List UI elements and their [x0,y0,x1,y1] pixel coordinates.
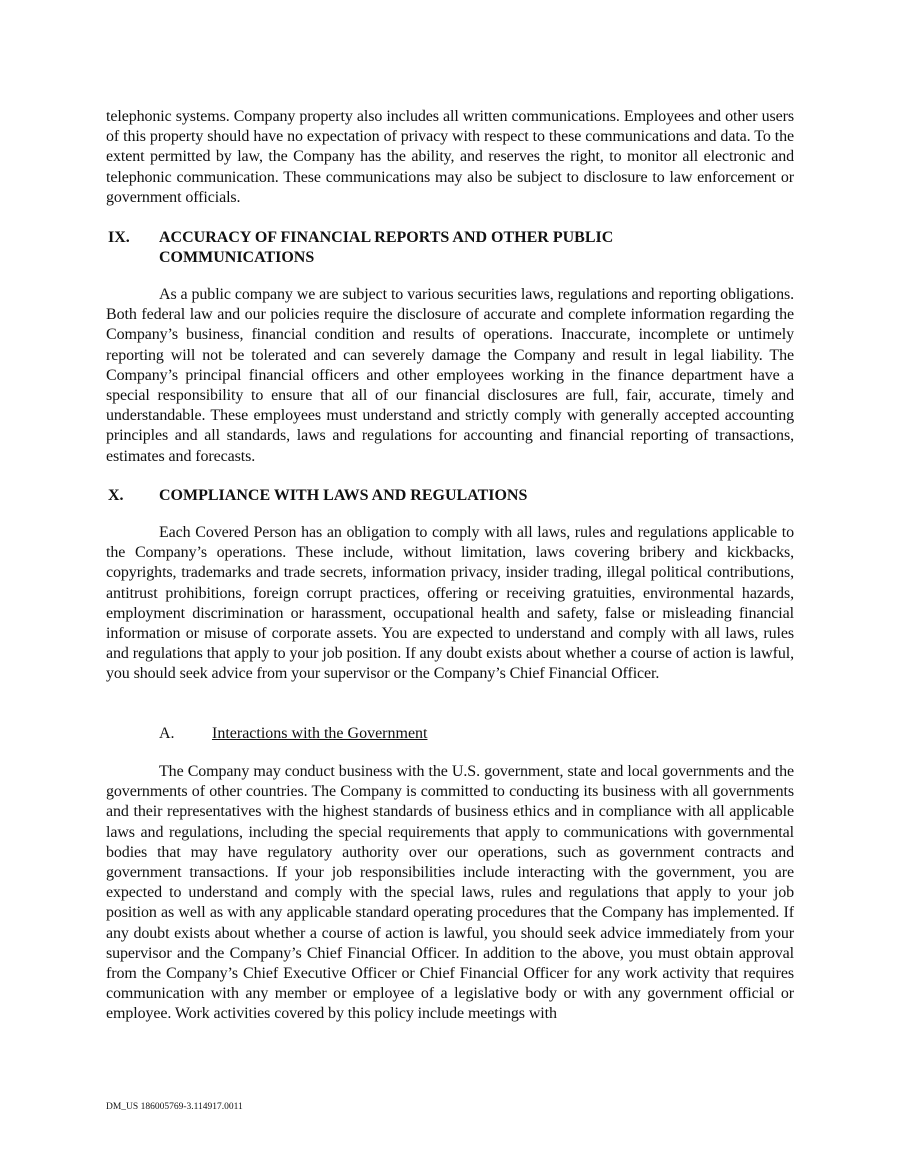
section-ix-number: IX. [108,229,130,246]
subsection-a-letter: A. [159,725,175,742]
section-x-heading [108,486,768,506]
subsection-a-body: The Company may conduct business with the U.S. government, state and local governments and the governments of other countries. The Company is committed to conducting its business with all governments and their representatives with the highest standards of business ethics and in compliance with all applicable laws and regulations, including the special requirements that apply to communications with governmental bodies that may have regulatory authority over our operations, such as government contracts and government transactions. If your job responsibilities include interacting with the government, you are expected to understand and comply with the special laws, rules and regulations that apply to your job position as well as with any applicable standard operating procedures that the Company has implemented. If any doubt exists about whether a course of action is lawful, you should seek advice immediately from your supervisor and the Company’s Chief Financial Officer. In addition to the above, you must obtain approval from the Company’s Chief Executive Officer or Chief Financial Officer for any work activity that requires communication with any member or employee of a legislative body or with any government official or employee. Work activities covered by this policy include meetings with [106,763,794,1023]
subsection-a-heading [159,724,428,744]
footer-document-id: DM_US 186005769-3.114917.0011 [106,1102,243,1112]
subsection-a-title: Interactions with the Government [212,725,428,742]
section-x-body: Each Covered Person has an obligation to comply with all laws, rules and regulations applicable to the Company’s operations. These include, without limitation, laws covering bribery and kickbacks, copyrights, trademarks and trade secrets, information privacy, insider trading, illegal political contributions, antitrust prohibitions, foreign corrupt practices, offering or receiving gratuities, environmental hazards, employment discrimination or harassment, occupational health and safety, false or misleading financial information or misuse of corporate assets. You are expected to understand and comply with all laws, rules and regulations that apply to your job position. If any doubt exists about whether a course of action is lawful, you should seek advice from your supervisor or the Company’s Chief Financial Officer. [106,524,794,683]
section-x-title: COMPLIANCE WITH LAWS AND REGULATIONS [159,487,528,504]
section-x-number: X. [108,487,124,504]
section-ix-heading [108,228,768,268]
section-ix-title: ACCURACY OF FINANCIAL REPORTS AND OTHER PUBLIC COMMUNICATIONS [159,229,614,267]
continuation-paragraph: telephonic systems. Company property also includes all written communications. Employees and other users of this property should have no expectation of privacy with respect to these communications and data. To the extent permitted by law, the Company has the ability, and reserves the right, to monitor all electronic and telephonic communication. These communications may also be subject to disclosure to law enforcement or government officials. [106,108,794,206]
section-ix-body: As a public company we are subject to various securities laws, regulations and reporting obligations. Both federal law and our policies require the disclosure of accurate and complete information regarding the Company’s business, financial condition and results of operations. Inaccurate, incomplete or untimely reporting will not be tolerated and can severely damage the Company and result in legal liability. The Company’s principal financial officers and other employees working in the finance department have a special responsibility to ensure that all of our financial disclosures are full, fair, accurate, timely and understandable. These employees must understand and strictly comply with generally accepted accounting principles and all standards, laws and regulations for accounting and financial reporting of transactions, estimates and forecasts. [106,286,794,465]
